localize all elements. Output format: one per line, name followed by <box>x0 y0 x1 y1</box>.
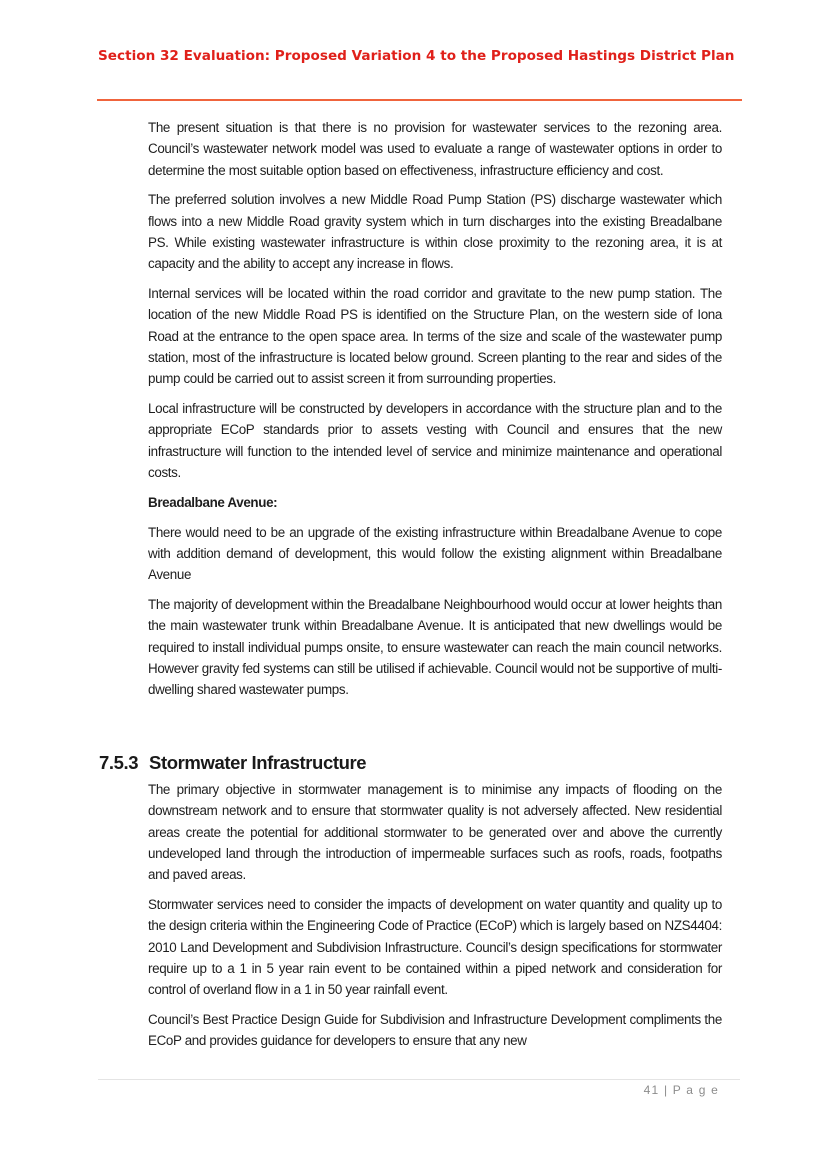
header-divider <box>97 99 742 101</box>
page-number: 41 | P a g e <box>643 1083 719 1097</box>
subheading-breadalbane-avenue: Breadalbane Avenue: <box>148 494 278 510</box>
section-heading-stormwater <box>99 752 366 774</box>
section-title: Stormwater Infrastructure <box>149 752 367 773</box>
paragraph: The present situation is that there is no provision for wastewater services to the rezoning area. Council’s wastewater network model was used to evaluate a range of wastewater options in order to determine the most suitable option based on effectiveness, infrastructure efficiency and cost. <box>148 120 722 178</box>
paragraph: There would need to be an upgrade of the existing infrastructure within Breadalbane Avenue to cope with addition demand of development, this would follow the existing alignment within Breadalbane Avenue <box>148 524 722 583</box>
paragraph: Stormwater services need to consider the impacts of development on water quantity and quality up to the design criteria within the Engineering Code of Practice (ECoP) which is largely based on NZS4404: 2010 Land Development and Subdivision Infrastructure. Council’s design specifications for stormwater require up to a 1 in 5 year rain event to be contained within a piped network and consideration for control of overland flow in a 1 in 50 year rainfall event. <box>148 896 722 998</box>
paragraph: The majority of development within the Breadalbane Neighbourhood would occur at lower heights than the main wastewater trunk within Breadalbane Avenue. It is anticipated that new dwellings would be required to install individual pumps onsite, to ensure wastewater can reach the main council networks. However gravity fed systems can still be utilised if achievable. Council would not be supportive of multi-dwelling shared wastewater pumps. <box>148 596 722 698</box>
footer-divider <box>98 1079 740 1080</box>
paragraph: Local infrastructure will be constructed by developers in accordance with the structure plan and to the appropriate ECoP standards prior to assets vesting with Council and ensures that the new infrastructure will function to the intended level of service and minimize maintenance and operational costs. <box>148 401 722 480</box>
stormwater-section-body <box>148 779 722 1060</box>
paragraph: The preferred solution involves a new Middle Road Pump Station (PS) discharge wastewater which flows into a new Middle Road gravity system which in turn discharges into the existing Breadalbane PS. While existing wastewater infrastructure is within close proximity to the rezoning area, it is at capacity and the ability to accept any increase in flows. <box>148 192 722 272</box>
wastewater-section-body <box>148 117 722 709</box>
paragraph: The primary objective in stormwater management is to minimise any impacts of flooding on the downstream network and to ensure that stormwater quality is not adversely affected. New residential areas create the potential for additional stormwater to be generated over and above the currently undeveloped land through the introduction of impermeable surfaces such as roofs, roads, footpaths and paved areas. <box>148 782 722 883</box>
section-number: 7.5.3 <box>99 752 139 773</box>
document-header-title: Section 32 Evaluation: Proposed Variation 4 to the Proposed Hastings District Plan <box>98 48 735 64</box>
paragraph: Council’s Best Practice Design Guide for Subdivision and Infrastructure Development compliments the ECoP and provides guidance for developers to ensure that any new <box>148 1011 722 1049</box>
paragraph: Internal services will be located within the road corridor and gravitate to the new pump station. The location of the new Middle Road PS is identified on the Structure Plan, on the western side of Iona Road at the entrance to the open space area. In terms of the size and scale of the wastewater pump station, most of the infrastructure is located below ground. Screen planting to the rear and sides of the pump could be carried out to assist screen it from surrounding properties. <box>148 286 722 387</box>
